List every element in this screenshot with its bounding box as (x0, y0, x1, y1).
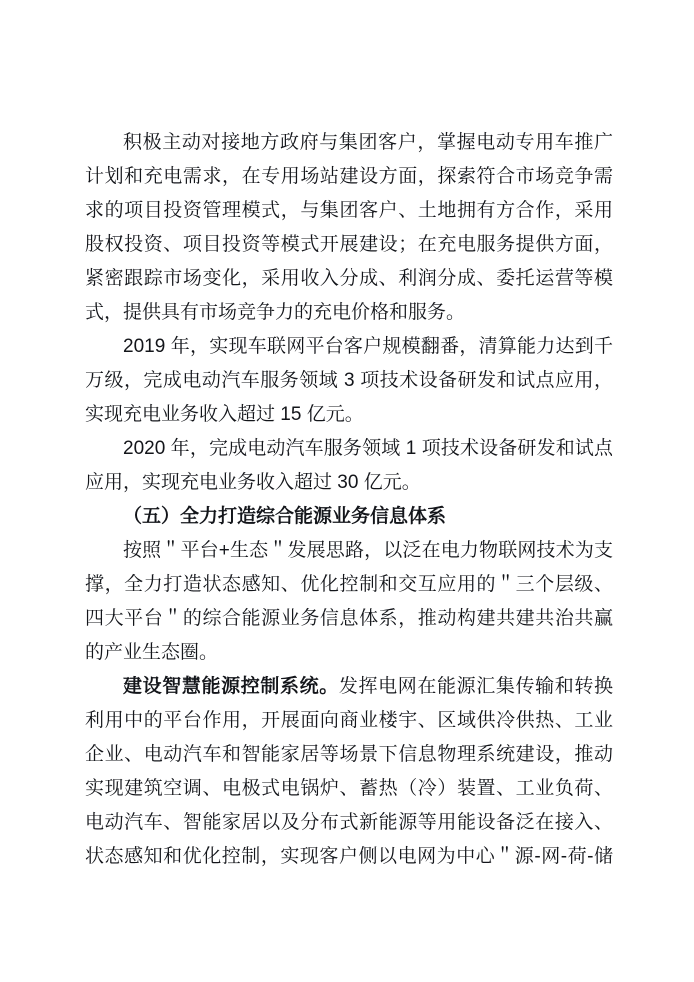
text-line: 2020 年，完成电动汽车服务领域 1 项技术设备研发和试点 (123, 438, 613, 459)
text-line: 撑，全力打造状态感知、优化控制和交互应用的＂三个层级、 (85, 574, 613, 595)
section-heading: （五）全力打造综合能源业务信息体系 (123, 506, 447, 527)
text-line: 股权投资、项目投资等模式开展建设；在充电服务提供方面， (85, 234, 613, 255)
section-heading-5 (85, 500, 613, 534)
text-line: 2019 年，实现车联网平台客户规模翻番，清算能力达到千 (123, 336, 613, 357)
text-line (85, 670, 613, 704)
text-line: 电动汽车、智能家居以及分布式新能源等用能设备泛在接入、 (85, 812, 613, 833)
text-line: 实现充电业务收入超过 15 亿元。 (85, 404, 364, 425)
text-line: 四大平台＂的综合能源业务信息体系，推动构建共建共治共赢 (85, 608, 613, 629)
text-line: 实现建筑空调、电极式电锅炉、蓄热（冷）装置、工业负荷、 (85, 778, 613, 799)
text-line: 式，提供具有市场竞争力的充电价格和服务。 (85, 302, 466, 323)
text-line: 求的项目投资管理模式，与集团客户、土地拥有方合作，采用 (85, 200, 613, 221)
text-run: 发挥电网在能源汇集传输和转换 (338, 676, 613, 697)
text-line: 积极主动对接地方政府与集团客户，掌握电动专用车推广 (123, 132, 613, 153)
bold-lead-sentence: 建设智慧能源控制系统。 (123, 676, 339, 697)
text-line: 应用，实现充电业务收入超过 30 亿元。 (85, 472, 421, 493)
paragraph-smart-energy-control (85, 670, 613, 874)
paragraph-platform-ecosystem (85, 534, 613, 670)
text-line: 紧密跟踪市场变化，采用收入分成、利润分成、委托运营等模 (85, 268, 613, 289)
text-line: 万级，完成电动汽车服务领域 3 项技术设备研发和试点应用， (85, 370, 613, 391)
text-line: 按照＂平台+生态＂发展思路，以泛在电力物联网技术为支 (123, 540, 613, 561)
text-line: 企业、电动汽车和智能家居等场景下信息物理系统建设，推动 (85, 744, 613, 765)
text-line: 状态感知和优化控制，实现客户侧以电网为中心＂源-网-荷-储 (85, 846, 613, 867)
text-line: 计划和充电需求，在专用场站建设方面，探索符合市场竞争需 (85, 166, 613, 187)
document-text-block (85, 126, 613, 874)
text-line: 利用中的平台作用，开展面向商业楼宇、区域供冷供热、工业 (85, 710, 613, 731)
paragraph-2019-goals (85, 330, 613, 432)
paragraph-charging-market (85, 126, 613, 330)
text-line: 的产业生态圈。 (85, 642, 219, 663)
paragraph-2020-goals (85, 432, 613, 500)
